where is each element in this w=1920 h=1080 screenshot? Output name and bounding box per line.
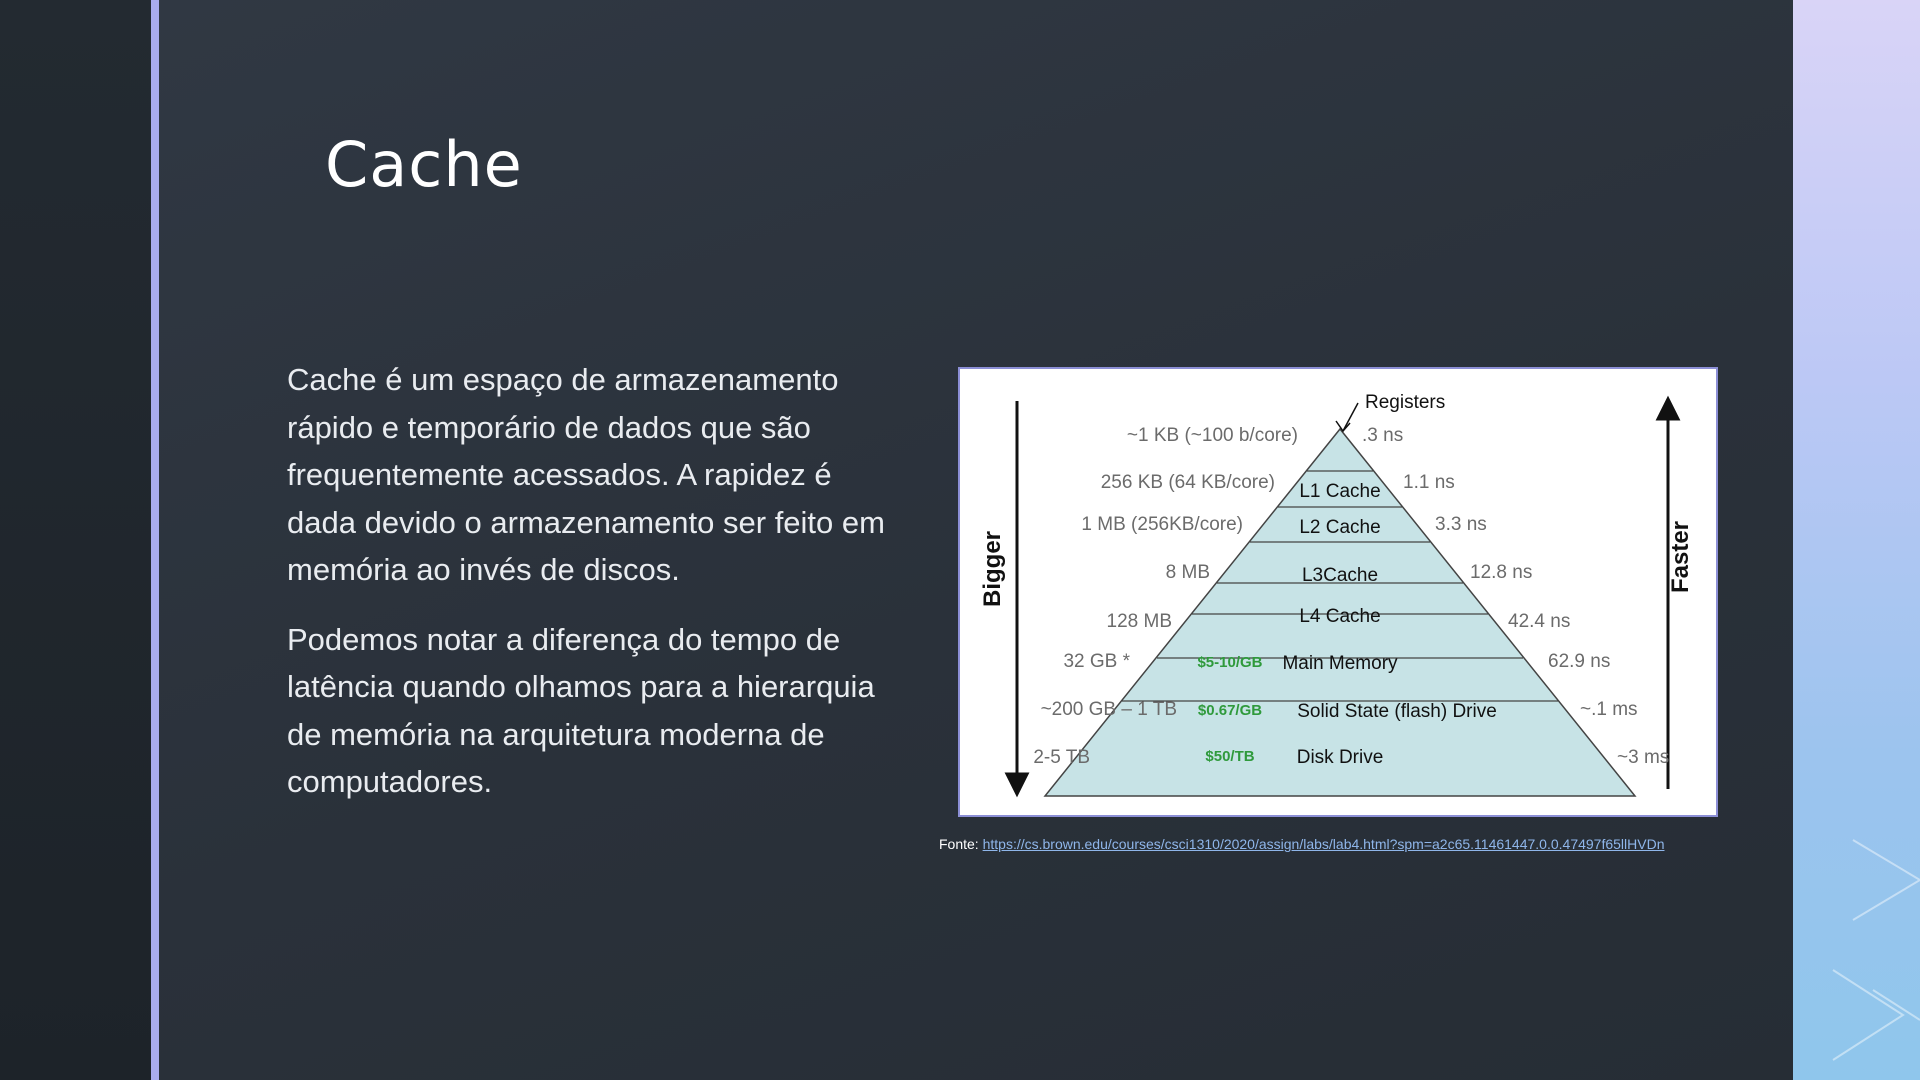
level-latency: ~3 ms bbox=[1617, 747, 1670, 768]
level-latency: 1.1 ns bbox=[1403, 472, 1455, 493]
level-name: Disk Drive bbox=[1296, 747, 1384, 768]
memory-hierarchy-figure bbox=[958, 367, 1718, 817]
level-latency: 42.4 ns bbox=[1508, 611, 1571, 632]
level-latency: .3 ns bbox=[1362, 425, 1404, 446]
level-size: 2-5 TB bbox=[1033, 747, 1090, 768]
left-axis-label: Bigger bbox=[979, 530, 1006, 608]
left-margin-strip bbox=[0, 0, 151, 1080]
paragraph-2: Podemos notar a diferença do tempo de latência quando olhamos para a hierarquia de memória na arquitetura moderna de computadores. bbox=[287, 621, 875, 799]
level-size: ~1 KB (~100 b/core) bbox=[1126, 425, 1298, 446]
accent-bar bbox=[151, 0, 159, 1080]
caption-label: Fonte: bbox=[939, 836, 979, 852]
level-size: 256 KB (64 KB/core) bbox=[1100, 472, 1275, 493]
level-name: L3Cache bbox=[1301, 565, 1379, 586]
level-size: 1 MB (256KB/core) bbox=[1081, 514, 1243, 535]
level-name: Solid State (flash) Drive bbox=[1297, 701, 1497, 722]
level-name: L4 Cache bbox=[1299, 606, 1381, 627]
body-text bbox=[287, 356, 897, 828]
right-axis-label: Faster bbox=[1667, 520, 1694, 594]
registers-pointer-icon bbox=[1336, 403, 1358, 431]
slide-title: Cache bbox=[325, 128, 523, 201]
registers-label: Registers bbox=[1365, 392, 1446, 413]
level-name: L2 Cache bbox=[1299, 517, 1381, 538]
level-size: 8 MB bbox=[1165, 562, 1210, 583]
level-price: $5-10/GB bbox=[1197, 654, 1263, 671]
level-size: 32 GB * bbox=[1063, 651, 1130, 672]
source-caption bbox=[939, 836, 1665, 852]
source-link[interactable]: https://cs.brown.edu/courses/csci1310/2020/assign/labs/lab4.html?spm=a2c65.11461447.0.0.47497f65llHVDn bbox=[982, 836, 1665, 852]
paragraph-1: Cache é um espaço de armazenamento rápido e temporário de dados que são frequentemente acessados. A rapidez é dada devido o armazenamento ser feito em memória ao invés de discos. bbox=[287, 362, 885, 587]
level-latency: ~.1 ms bbox=[1580, 699, 1638, 720]
level-name: L1 Cache bbox=[1299, 481, 1381, 502]
memory-hierarchy-diagram bbox=[960, 369, 1716, 815]
right-decoration bbox=[1793, 0, 1920, 1080]
decorative-chevron-icon bbox=[1793, 0, 1920, 1080]
bigger-arrow-icon bbox=[1007, 401, 1027, 794]
level-latency: 62.9 ns bbox=[1548, 651, 1611, 672]
level-size: 128 MB bbox=[1106, 611, 1172, 632]
level-size: ~200 GB – 1 TB bbox=[1040, 699, 1177, 720]
level-latency: 3.3 ns bbox=[1435, 514, 1487, 535]
level-price: $0.67/GB bbox=[1197, 702, 1263, 719]
level-price: $50/TB bbox=[1205, 748, 1255, 765]
level-name: Main Memory bbox=[1282, 653, 1398, 674]
level-latency: 12.8 ns bbox=[1470, 562, 1533, 583]
